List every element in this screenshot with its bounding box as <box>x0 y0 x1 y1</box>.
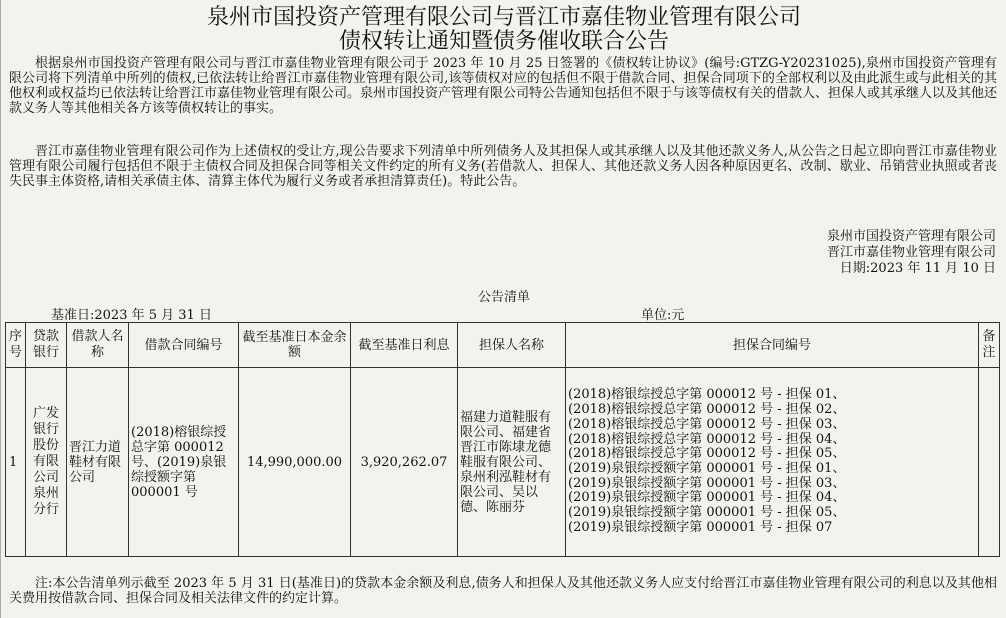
debt-table <box>5 322 1000 557</box>
cell-idx: 1 <box>6 368 26 557</box>
guarantee-contract-line: (2019)泉银综授额字第 000001 号 - 担保 05、 <box>568 505 846 521</box>
list-title: 公告清单 <box>477 290 530 305</box>
title-line-1: 泉州市国投资产管理有限公司与晋江市嘉佳物业管理有限公司 <box>206 5 801 30</box>
guarantee-contract-line: (2019)泉银综授额字第 000001 号 - 担保 04、 <box>568 490 846 506</box>
header-idx: 序号 <box>6 323 26 368</box>
signature-company-1: 泉州市国投资产管理有限公司 <box>826 229 996 244</box>
title-line-2: 债权转让通知暨债务催收联合公告 <box>338 29 669 54</box>
cell-remark <box>979 368 1000 557</box>
footnote: 注:本公告清单列示截至 2023 年 5 月 31 日(基准日)的贷款本金余额及利息,债务人和担保人及其他还款义务人应支付给晋江市嘉佳物业管理有限公司的利息以及其他相关费用按借款合同、担保合同及相关法律文件的约定计算。 <box>9 576 997 606</box>
base-date: 基准日:2023 年 5 月 31 日 <box>51 308 212 323</box>
body-paragraph-2: 晋江市嘉佳物业管理有限公司作为上述债权的受让方,现公告要求下列清单中所列债务人及其担保人或其承继人以及其他还款义务人,从公告之日起立即向晋江市嘉佳物业管理有限公司履行包括但不限于主债权合同及担保合同等相关文件约定的所有义务(若借款人、担保人、其他还款义务人因各种原因更名、改制、歇业、吊销营业执照或者丧失民事主体资格,请相关承债主体、清算主体代为履行义务或者承担清算责任)。特此公告。 <box>9 144 997 189</box>
header-borrower: 借款人名称 <box>67 323 129 368</box>
guarantee-contract-line: (2018)榕银综授总字第 000012 号 - 担保 01、 <box>568 387 846 403</box>
header-loan-contract: 借款合同编号 <box>129 323 239 368</box>
body-paragraph-1: 根据泉州市国投资产管理有限公司与晋江市嘉佳物业管理有限公司于 2023 年 10 月 25 日签署的《债权转让协议》(编号:GTZG-Y20231025),泉州市国投资产管理有限公司将下列清单中所列的债权,已依法转让给晋江市嘉佳物业管理有限公司,该等债权对应的包括但不限于借款合同、担保合同项下的全部权利以及由此派生或与此相关的其他权利或权益均已依法转让给晋江市嘉佳物业管理有限公司。泉州市国投资产管理有限公司特公告通知包括但不限于与该等债权有关的借款人、担保人或其承继人以及其他还款义务人等其他相关各方该等债权转让的事实。 <box>9 56 998 116</box>
cell-loan-contract: (2018)榕银综授总字第 000012 号、(2019)泉银综授额字第 000001 号 <box>129 368 239 557</box>
cell-bank: 广发银行股份有限公司泉州分行 <box>26 368 67 557</box>
table-row <box>6 368 1000 557</box>
header-guarantee-contract: 担保合同编号 <box>566 323 979 368</box>
guarantee-contract-line: (2019)泉银综授额字第 000001 号 - 担保 07 <box>568 519 833 535</box>
signature-date: 日期:2023 年 11 月 10 日 <box>839 261 996 276</box>
header-interest: 截至基准日利息 <box>351 323 458 368</box>
header-remark: 备注 <box>979 323 1000 368</box>
cell-guarantor: 福建力道鞋服有限公司、福建省晋江市陈埭龙德鞋服有限公司、泉州利泓鞋材有限公司、吴以德、陈丽芬 <box>458 368 566 557</box>
guarantee-contract-line: (2019)泉银综授额字第 000001 号 - 担保 01、 <box>568 461 846 476</box>
guarantee-contract-line: (2018)榕银综授总字第 000012 号 - 担保 03、 <box>568 416 846 432</box>
cell-interest: 3,920,262.07 <box>351 368 458 557</box>
unit-label: 单位:元 <box>641 308 685 323</box>
cell-guarantee-contracts <box>566 368 979 557</box>
cell-principal: 14,990,000.00 <box>239 368 351 557</box>
table-header-row <box>6 323 1000 368</box>
guarantee-contract-line: (2018)榕银综授总字第 000012 号 - 担保 05、 <box>568 446 846 462</box>
cell-borrower: 晋江力道鞋材有限公司 <box>67 368 129 557</box>
guarantee-contract-line: (2019)泉银综授额字第 000001 号 - 担保 03、 <box>568 475 846 491</box>
guarantee-contract-line: (2018)榕银综授总字第 000012 号 - 担保 02、 <box>568 402 846 418</box>
header-guarantor: 担保人名称 <box>458 323 566 368</box>
guarantee-contract-line: (2018)榕银综授总字第 000012 号 - 担保 04、 <box>568 431 846 447</box>
header-bank: 贷款银行 <box>26 323 67 368</box>
header-principal: 截至基准日本金余额 <box>239 323 351 368</box>
signature-company-2: 晋江市嘉佳物业管理有限公司 <box>826 245 996 260</box>
